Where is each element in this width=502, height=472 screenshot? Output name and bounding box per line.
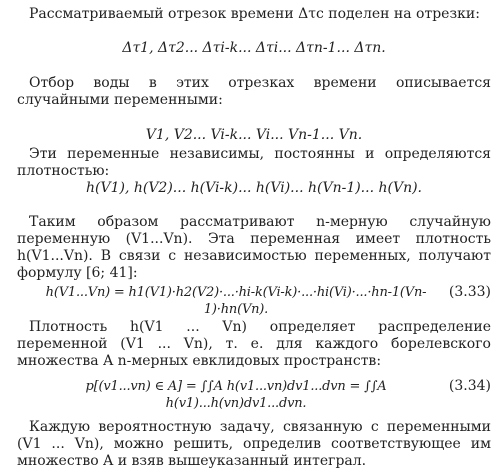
equation-3-34-number: (3.34) [448,378,491,394]
equation-segments: Δτ1, Δτ2... Δτi-k... Δτi... Δτn-1... Δτn. [122,40,386,56]
equation-3-33: h(V1...Vn) = h1(V1)·h2(V2)·...·hi-k(Vi-k)·...·hi(Vi)·...·hn-1(Vn-1)·hn(Vn). [45,285,427,317]
equation-3-33-number: (3.33) [448,284,491,300]
equation-3-34: p[(v1...vn) ∈ A] = ∫∫A h(v1...vn)dv1...dvn = ∫∫A h(v1)...h(vn)dv1...dvn. [85,379,387,411]
paragraph-n-dimensional: Таким образом рассматривают n-мерную случайную переменную (V1...Vn). Эта переменная имеет плотность h(V1...Vn). В связи с независимостью переменных, получают формулу [6; 41]: [17,214,491,281]
paragraph-probability-problem: Каждую вероятностную задачу, связанную с переменными (V1 ... Vn), можно решить, определив соответствующее им множество A и взяв вышеуказанный интеграл. [17,419,491,469]
paragraph-independence: Эти переменные независимы, постоянны и определяются плотностью: [17,146,491,179]
paragraph-borel-set: Плотность h(V1 ... Vn) определяет распределение переменной (V1 ... Vn), т. е. для каждого борелевского множества A n-мерных евклидовых пространств: [17,319,491,369]
paragraph-intro: Рассматриваемый отрезок времени Δτc поделен на отрезки: [29,6,480,22]
equation-variables: V1, V2... Vi-k... Vi... Vn-1... Vn. [145,127,363,143]
equation-densities: h(V1), h(V2)... h(Vi-k)... h(Vi)... h(Vn-1)... h(Vn). [85,180,423,196]
paragraph-water-intake: Отбор воды в этих отрезках времени описывается случайными переменными: [17,75,491,108]
